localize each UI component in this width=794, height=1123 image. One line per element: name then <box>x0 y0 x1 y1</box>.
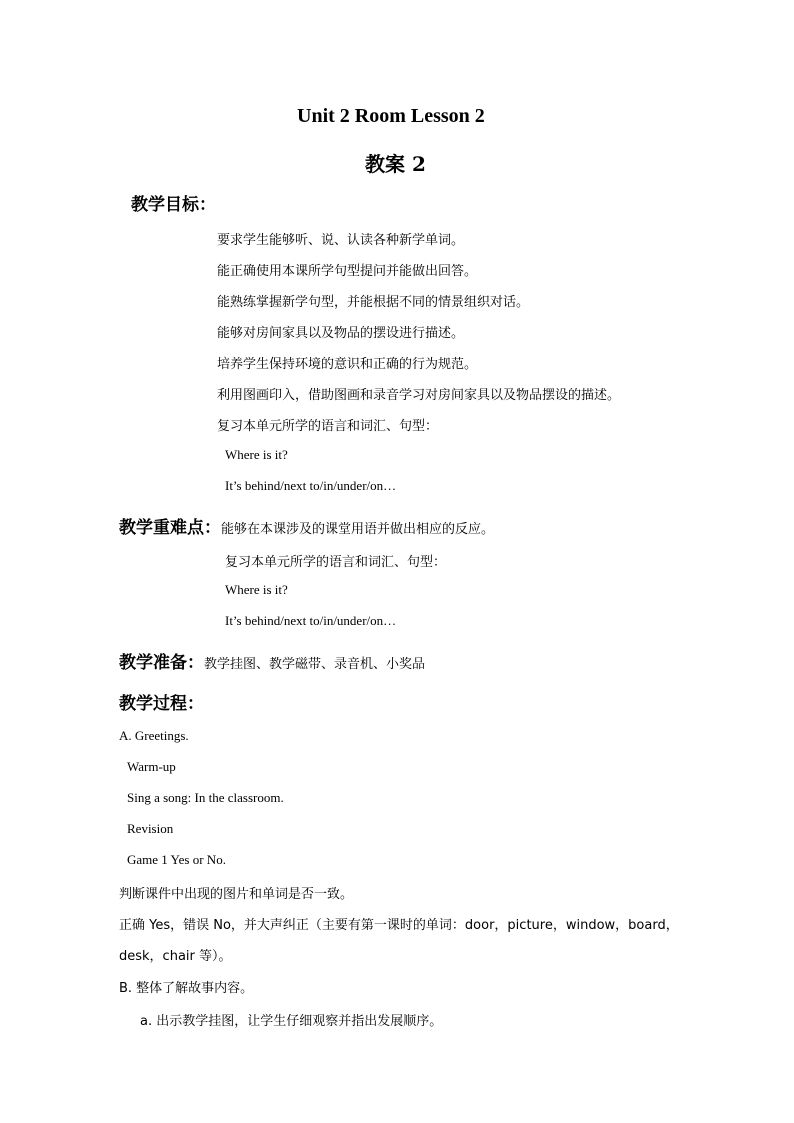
objective-item: 培养学生保持环境的意识和正确的行为规范。 <box>217 357 478 372</box>
preparation-line <box>119 648 425 673</box>
key-points-review: 复习本单元所学的语言和词汇、句型： <box>225 555 447 570</box>
document-title: Unit 2 Room Lesson 2 <box>297 105 485 127</box>
key-points-pattern: Where is it? <box>225 582 288 597</box>
objective-item: 利用图画印入，借助图画和录音学习对房间家具以及物品摆设的描述。 <box>217 388 621 403</box>
process-line: B. 整体了解故事内容。 <box>119 981 254 996</box>
objective-item: 能够对房间家具以及物品的摆设进行描述。 <box>217 326 465 341</box>
objective-item: 要求学生能够听、说、认读各种新学单词。 <box>217 233 465 248</box>
key-points-pattern: It’s behind/next to/in/under/on… <box>225 613 397 628</box>
process-line: 正确 Yes，错误 No，并大声纠正（主要有第一课时的单词：door，picture，window，board， <box>119 918 679 933</box>
process-line: Sing a song: In the classroom. <box>127 790 284 805</box>
process-line: 判断课件中出现的图片和单词是否一致。 <box>119 887 354 902</box>
objective-item: 能正确使用本课所学句型提问并能做出回答。 <box>217 264 478 279</box>
process-line: A. Greetings. <box>119 728 189 743</box>
key-points-text: 能够在本课涉及的课堂用语并做出相应的反应。 <box>221 522 495 537</box>
process-line: Game 1 Yes or No. <box>127 852 226 867</box>
objectives-heading: 教学目标： <box>131 195 216 215</box>
objective-item: 能熟练掌握新学句型，并能根据不同的情景组织对话。 <box>217 295 530 310</box>
process-line: Warm-up <box>127 759 176 774</box>
process-line: Revision <box>127 821 174 836</box>
process-line: a. 出示教学挂图，让学生仔细观察并指出发展顺序。 <box>140 1014 443 1029</box>
process-heading: 教学过程： <box>119 694 204 714</box>
document-subtitle: 教案 2 <box>365 152 426 176</box>
objective-pattern: It’s behind/next to/in/under/on… <box>225 478 397 493</box>
objective-pattern: Where is it? <box>225 447 288 462</box>
objective-item: 复习本单元所学的语言和词汇、句型： <box>217 419 439 434</box>
key-points-line <box>119 513 494 538</box>
key-points-heading: 教学重难点： <box>119 518 221 538</box>
process-line: desk，chair 等）。 <box>119 949 232 964</box>
preparation-text: 教学挂图、教学磁带、录音机、小奖品 <box>204 657 426 672</box>
preparation-heading: 教学准备： <box>119 653 204 673</box>
